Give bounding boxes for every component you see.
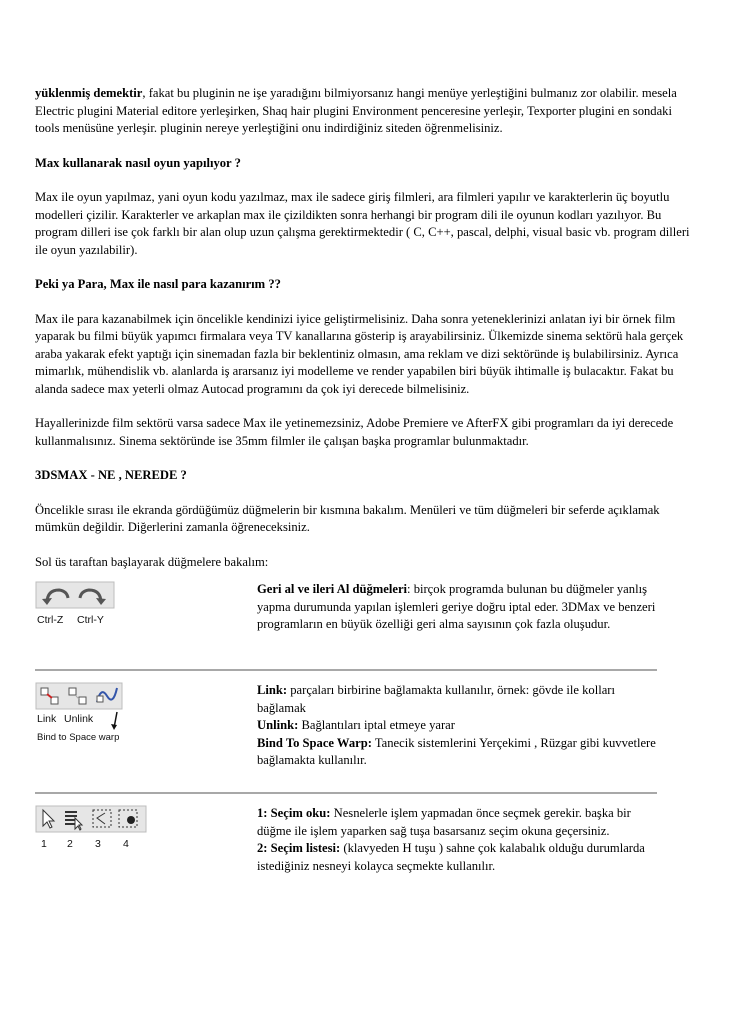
bold-lead: yüklenmiş demektir	[35, 86, 143, 100]
select-arrow-text: Nesnelerle işlem yapmadan önce seçmek gerekir. başka bir düğme ile işlem yaparken sağ tuşa basarsanız seçim okuna geçersiniz.	[257, 806, 631, 838]
bind-text: Tanecik sistemlerini Yerçekimi , Rüzgar gibi kuvvetlere bağlamakta kullanılır.	[257, 735, 656, 767]
number-label: 4	[123, 838, 129, 850]
number-label: 1	[41, 838, 47, 850]
paragraph-film: Hayallerinizde film sektörü varsa sadece Max ile yetinemezsiniz, Adobe Premiere ve AfterFX gibi programları da iyi derecede kullanmalısınız. Sinema sektöründe ise 35mm filmler ile çalışan başka programlar bulunmaktadır.	[35, 416, 674, 448]
undo-redo-icons	[35, 581, 115, 627]
undo-redo-text: : birçok programda bulunan bu düğmeler yanlış yapma durumunda yapılan işlemleri geriye doğru iptal eder. 3DMax ve benzeri programların en büyük özelliği geri alma sayısının çok fazla oluşudur.	[257, 582, 656, 631]
divider	[35, 792, 657, 794]
heading-3dsmax: 3DSMAX - NE , NEREDE ?	[35, 468, 187, 482]
undo-redo-title: Geri al ve ileri Al düğmeleri	[257, 582, 408, 596]
paragraph-text: , fakat bu pluginin ne işe yaradığını bilmiyorsanız hangi menüye yerleştiğini bulmanız zor olabilir. mesela Electric plugini Material editore yerleşirken, Shaq hair plugini Environment penceresine yerleşir, Texporter plugini en sondaki tools menüsüne yerleşir. pluginin nereye yerleştiğini onu indirdiğiniz siteden öğrenmelisiniz.	[35, 86, 677, 135]
ctrl-z-label: Ctrl-Z	[37, 614, 64, 626]
select-arrow-title: 1: Seçim oku:	[257, 806, 331, 820]
select-list-text: (klavyeden H tuşu ) sahne çok kalabalık olduğu durumlarda istediğiniz nesneyi kolayca seçmekte kullanılır.	[257, 841, 645, 873]
divider	[35, 669, 657, 671]
link-title: Link:	[257, 683, 288, 697]
unlink-text: Bağlantıları iptal etmeye yarar	[298, 718, 455, 732]
undo-redo-section	[35, 581, 695, 669]
link-icons	[35, 682, 155, 744]
document-page	[35, 85, 695, 905]
link-label: Link	[37, 713, 57, 725]
select-list-title: 2: Seçim listesi:	[257, 841, 341, 855]
ctrl-y-label: Ctrl-Y	[77, 614, 104, 626]
bind-space-warp-label: Bind to Space warp	[37, 732, 120, 743]
number-label: 2	[67, 838, 73, 850]
paragraph-game: Max ile oyun yapılmaz, yani oyun kodu yazılmaz, max ile sadece giriş filmleri, ara filmleri yapılır ve karakterlerin üç boyutlu modelleri çizilir. Karakterler ve arkaplan max ile çizildikten sonra herhangi bir program dili ile oyunun kodları yazılıyor. Bu program dilleri ise çok farklı bir alan olup uzun çalışma gerektirmektedir ( C, C++, pascal, delphi, visual basic vb. program dilleri ile oyun yazılabilir).	[35, 190, 690, 257]
paragraph-start: Sol üs taraftan başlayarak düğmelere bakalım:	[35, 554, 269, 569]
heading-game: Max kullanarak nasıl oyun yapılıyor ?	[35, 155, 241, 170]
unlink-title: Unlink:	[257, 718, 299, 732]
link-description	[257, 682, 657, 770]
paragraph-plugins	[35, 85, 695, 138]
undo-redo-description	[257, 581, 657, 634]
unlink-label: Unlink	[64, 713, 94, 725]
selection-icons	[35, 805, 155, 851]
number-label: 3	[95, 838, 101, 850]
bind-title: Bind To Space Warp:	[257, 735, 372, 750]
selection-description	[257, 805, 657, 875]
link-text: parçaları birbirine bağlamakta kullanılır, örnek: gövde ile kolları bağlamak	[257, 683, 615, 715]
heading-money: Peki ya Para, Max ile nasıl para kazanırım ??	[35, 277, 281, 291]
paragraph-money: Max ile para kazanabilmek için öncelikle kendinizi iyice geliştirmelisiniz. Daha sonra yeteneklerinizi anlatan iyi bir örnek film yaparak bu filmi büyük yapımcı firmalara veya TV kanallarına gösterip iş arayabilirsiniz. Ülkemizde sinema sektörü hala gerçek araba yakarak efekt yaptığı için sinemadan fazla bir beklentiniz olmasın, ama reklam ve dizi sektöründe iş bulabilirsiniz. Ayrıca mimarlık, mühendislik vb. alanlarda iş ararsanız iyi modelleme ve render yapabilen biri büyük ihtimalle iş bulacaktır. Fakat bu alanda sadece max yeterli olmaz Autocad programını da çok iyi derecede bilmelisiniz.	[35, 311, 684, 396]
paragraph-intro: Öncelikle sırası ile ekranda gördüğümüz düğmelerin bir kısmına bakalım. Menüleri ve tüm düğmeleri bir seferde açıklamak mümkün değildir. Diğerlerini zamanla öğreneceksiniz.	[35, 502, 660, 534]
link-section	[35, 682, 695, 792]
selection-section	[35, 805, 695, 905]
